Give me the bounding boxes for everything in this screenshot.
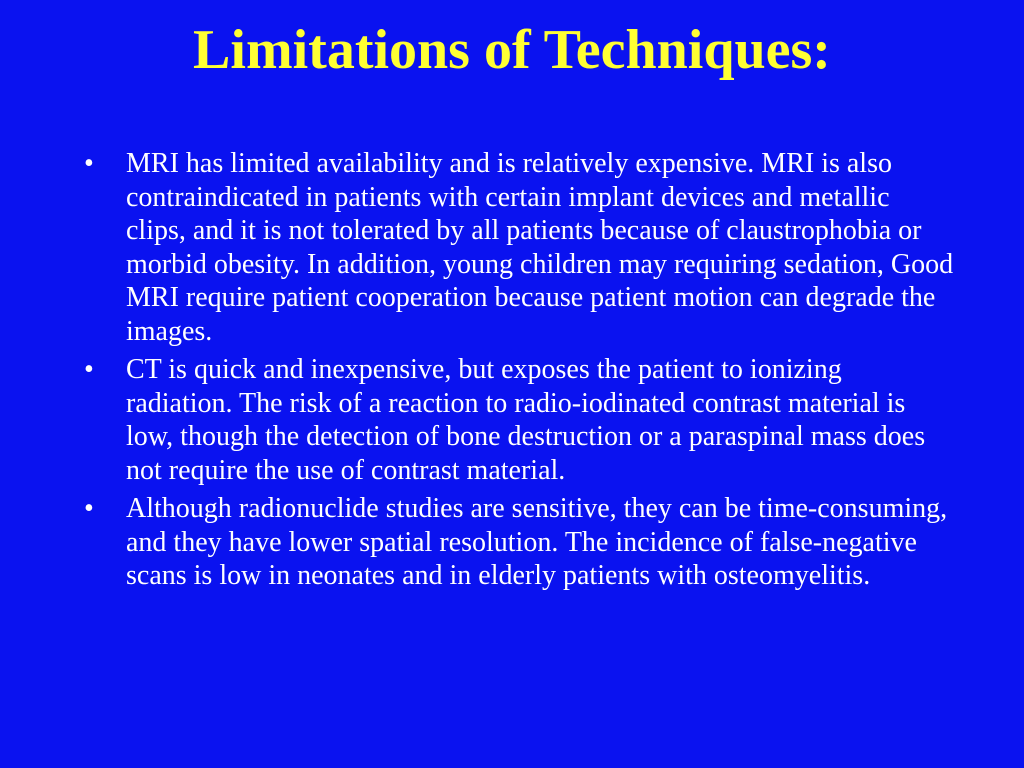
bullet-item-radionuclide bbox=[84, 492, 954, 593]
bullet-text: MRI has limited availability and is relatively expensive. MRI is also contraindicated in patients with certain implant devices and metallic clips, and it is not tolerated by all patients because of claustrophobia or morbid obesity. In addition, young children may requiring sedation, Good MRI require patient cooperation because patient motion can degrade the images. bbox=[126, 148, 954, 347]
bullet-item-ct bbox=[84, 353, 954, 487]
bullet-text: Although radionuclide studies are sensitive, they can be time-consuming, and they have lower spatial resolution. The incidence of false-negative scans is low in neonates and in elderly patients with osteomyelitis. bbox=[126, 493, 948, 591]
bullet-marker-icon: • bbox=[84, 493, 94, 524]
bullet-item-mri bbox=[84, 147, 954, 348]
bullet-list bbox=[84, 147, 954, 598]
bullet-marker-icon: • bbox=[84, 148, 94, 179]
bullet-text: CT is quick and inexpensive, but exposes the patient to ionizing radiation. The risk of a reaction to radio-iodinated contrast material is low, though the detection of bone destruction or a paraspinal mass does not require the use of contrast material. bbox=[126, 354, 926, 486]
slide-title: Limitations of Techniques: bbox=[193, 19, 831, 81]
bullet-marker-icon: • bbox=[84, 354, 94, 385]
